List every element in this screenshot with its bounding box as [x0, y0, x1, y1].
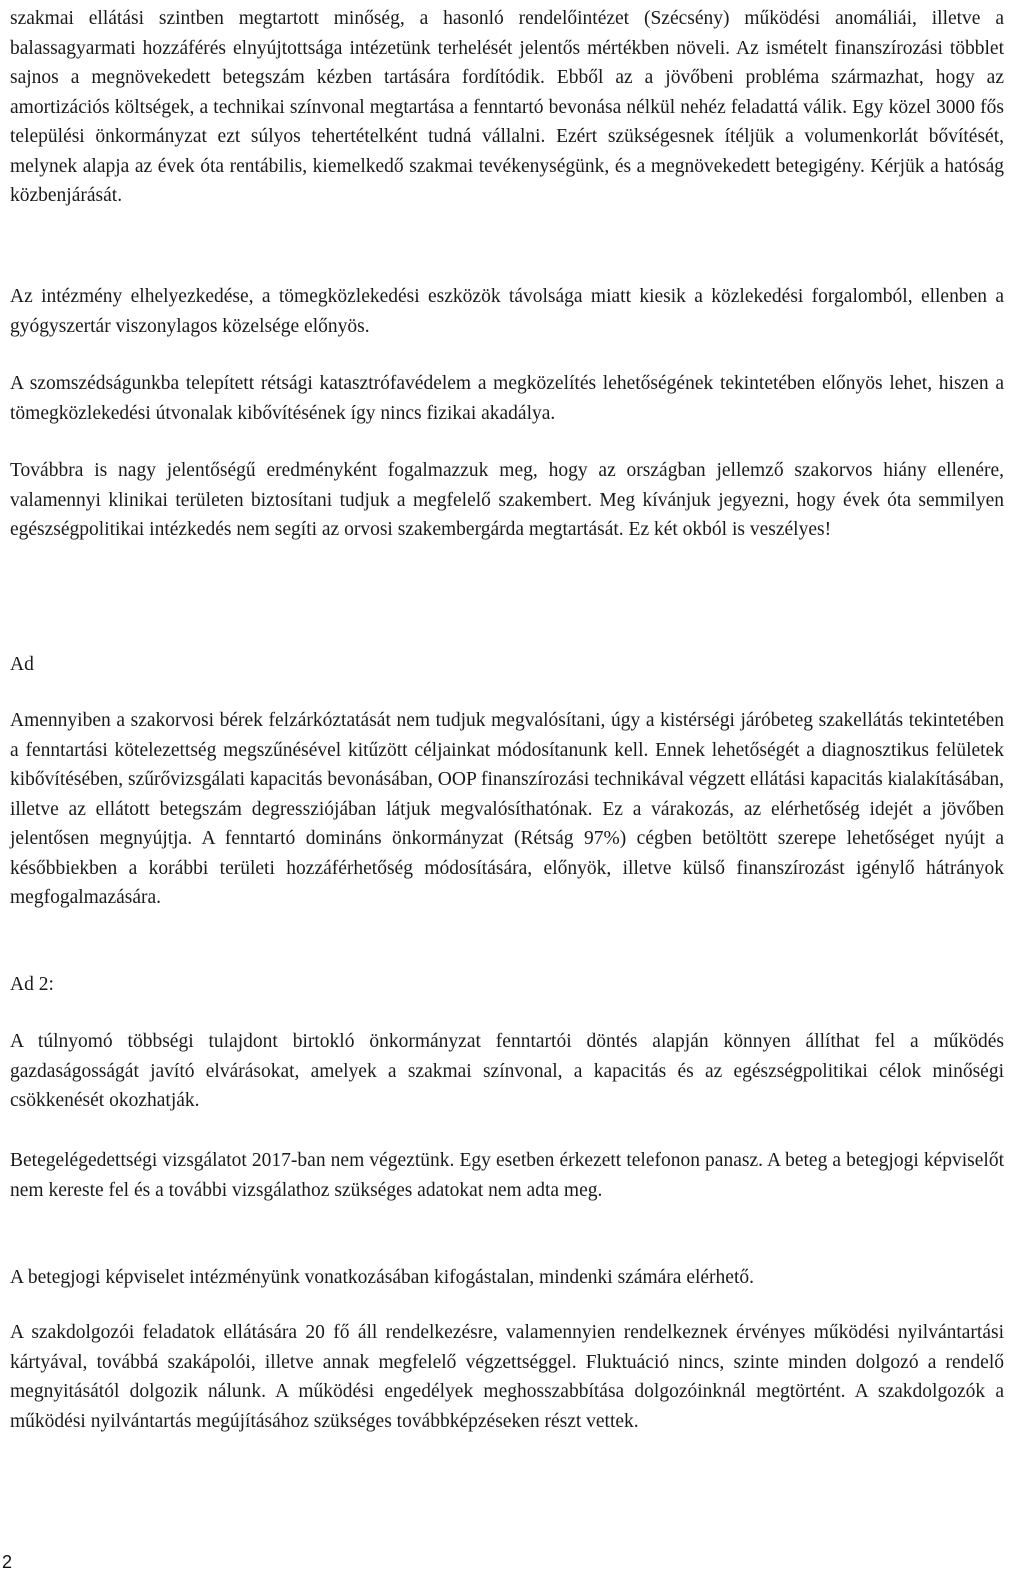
- paragraph-specialists: Továbbra is nagy jelentőségű eredményként fogalmazzuk meg, hogy az országban jellemző szakorvos hiány ellenére, valamennyi klinikai területen biztosítani tudjuk a megfelelő szakembert. Meg kívánjuk jegyezni, hogy évek óta semmilyen egészségpolitikai intézkedés nem segíti az orvosi szakembergárda megtartását. Ez két okból is veszélyes!: [10, 460, 1004, 540]
- paragraph-staff: A szakdolgozói feladatok ellátására 20 fő áll rendelkezésre, valamennyien rendelkeznek érvényes működési nyilvántartási kártyával, továbbá szakápolói, illetve annak megfelelő végzettséggel. Fluktuáció nincs, szinte minden dolgozó a rendelő megnyitásától dolgozik nálunk. A működési engedélyek meghosszabbítása dolgozóinknál megtörtént. A szakdolgozók a működési nyilvántartás megújításához szükséges továbbképzéseken részt vettek.: [10, 1322, 1004, 1432]
- section-label-ad: Ad: [10, 654, 34, 675]
- paragraph-patient-rights: A betegjogi képviselet intézményünk vonatkozásában kifogástalan, mindenki számára elérhető.: [10, 1267, 754, 1288]
- paragraph-capacity: szakmai ellátási szintben megtartott minőség, a hasonló rendelőintézet (Szécsény) működési anomáliái, illetve a balassagyarmati hozzáférés elnyújtottsága intézetünk terhelését jelentős mértékben növeli. Az ismételt finanszírozási többlet sajnos a megnövekedett betegszám kézben tartására fordítódik. Ebből az a jövőbeni probléma származhat, hogy az amortizációs költségek, a technikai színvonal megtartása a fenntartó bevonása nélkül nehéz feladattá válik. Egy közel 3000 fős települési önkormányzat ezt súlyos tehertételként tudná vállalni. Ezért szükségesnek ítéljük a volumenkorlát bővítését, melynek alapja az évek óta rentábilis, kiemelkedő szakmai tevékenységünk, és a megnövekedett betegigény. Kérjük a hatóság közbenjárását.: [10, 8, 1004, 206]
- section-label-ad-2: Ad 2:: [10, 974, 54, 995]
- paragraph-location: Az intézmény elhelyezkedése, a tömegközlekedési eszközök távolsága miatt kiesik a közlekedési forgalomból, ellenben a gyógyszertár viszonylagos közelsége előnyös.: [10, 286, 1004, 337]
- paragraph-satisfaction-survey: Betegelégedettségi vizsgálatot 2017-ban nem végeztünk. Egy esetben érkezett telefonon panasz. A beteg a betegjogi képviselőt nem kereste fel és a további vizsgálathoz szükséges adatokat nem adta meg.: [10, 1150, 1004, 1201]
- paragraph-disaster-management: A szomszédságunkba telepített rétsági katasztrófavédelem a megközelítés lehetőségének tekintetében előnyös lehet, hiszen a tömegközlekedési útvonalak kibővítésének így nincs fizikai akadálya.: [10, 373, 1004, 424]
- paragraph-ownership: A túlnyomó többségi tulajdont birtokló önkormányzat fenntartói döntés alapján könnyen állíthat fel a működés gazdaságosságát javító elvárásokat, amelyek a szakmai színvonal, a kapacitás és az egészségpolitikai célok minőségi csökkenését okozhatják.: [10, 1031, 1004, 1111]
- page-number: 2: [2, 1552, 13, 1572]
- paragraph-salaries: Amennyiben a szakorvosi bérek felzárkóztatását nem tudjuk megvalósítani, úgy a kistérségi járóbeteg szakellátás tekintetében a fenntartási kötelezettség megszűnésével kitűzött céljainkat módosítanunk kell. Ennek lehetőségét a diagnosztikus felületek kibővítésében, szűrővizsgálati kapacitás bevonásában, OOP finanszírozási technikával végzett ellátási kapacitás kialakításában, illetve az ellátott betegszám degressziójában látjuk megvalósíthatónak. Ez a várakozás, az elérhetőség idejét a jövőben jelentősen megnyújtja. A fenntartó domináns önkormányzat (Rétság 97%) cégben betöltött szerepe lehetőséget nyújt a későbbiekben a korábbi területi hozzáférhetőség módosítására, előnyök, illetve külső finanszírozást igénylő hátrányok megfogalmazására.: [10, 710, 1004, 908]
